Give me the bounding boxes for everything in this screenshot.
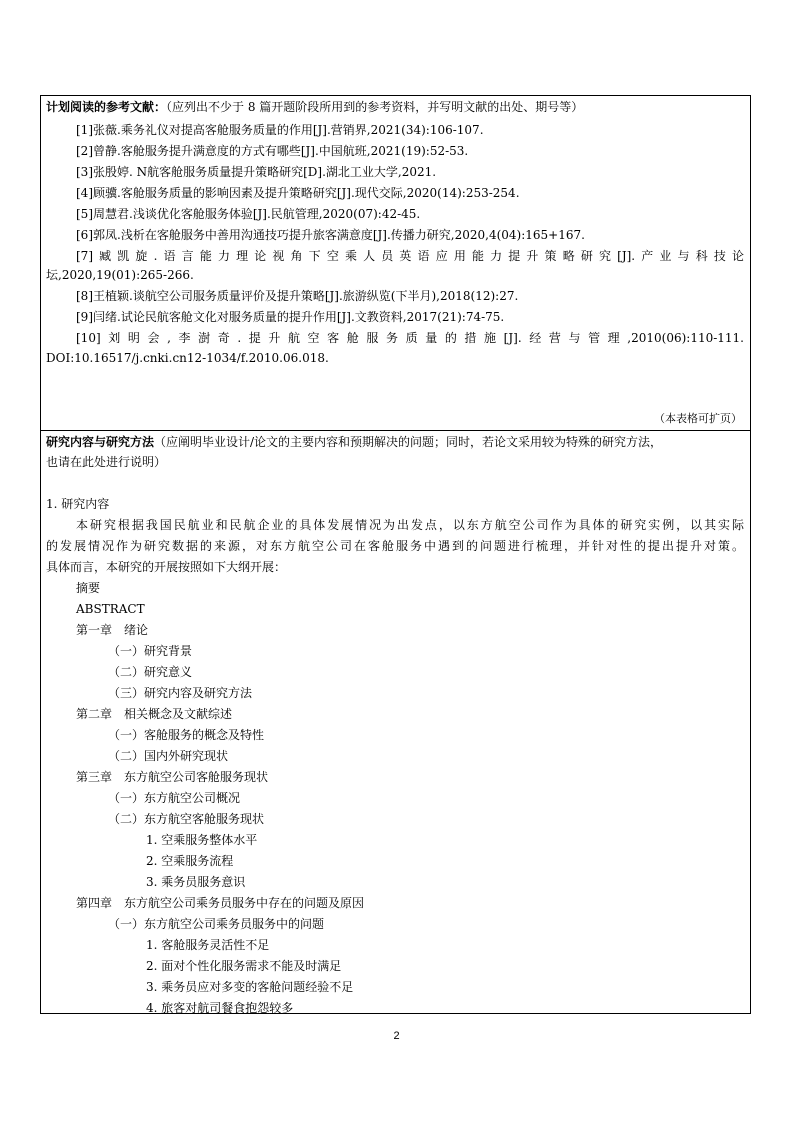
outline-section: （一）客舱服务的概念及特性 <box>108 728 265 742</box>
research-heading: 研究内容与研究方法 <box>46 435 155 449</box>
outline-subitem: 3. 乘务员服务意识 <box>146 875 246 889</box>
outline-chapter: 第二章 相关概念及文献综述 <box>76 707 233 721</box>
outline-subitem: 4. 旅客对航司餐食抱怨较多 <box>146 1001 294 1015</box>
outline-subitem: 2. 空乘服务流程 <box>146 854 234 868</box>
reference-item: [3]张殷婷. N航客舱服务质量提升策略研究[D].湖北工业大学,2021. <box>76 165 437 179</box>
outline-chapter: 第三章 东方航空公司客舱服务现状 <box>76 770 269 784</box>
reference-item: [4]顾骥.客舱服务质量的影响因素及提升策略研究[J].现代交际,2020(14):253-254. <box>76 186 520 200</box>
research-heading-line <box>46 433 662 451</box>
reference-item: [6]郭凤.浅析在客舱服务中善用沟通技巧提升旅客满意度[J].传播力研究,2020,4(04):165+167. <box>76 228 585 242</box>
outline-item: 摘要 <box>76 581 101 595</box>
reference-item-continued: 坛,2020,19(01):265-266. <box>46 268 194 282</box>
outline-section: （一）东方航空公司概况 <box>108 791 241 805</box>
references-heading-line <box>46 98 583 116</box>
outline-subitem: 3. 乘务员应对多变的客舱问题经验不足 <box>146 980 354 994</box>
reference-item: [10]刘明会,李澍奇.提升航空客舱服务质量的措施[J].经营与管理,2010(06):110-111. <box>76 331 744 345</box>
reference-item: [8]王植颖.谈航空公司服务质量评价及提升策略[J].旅游纵览(下半月),2018(12):27. <box>76 289 519 303</box>
outline-chapter: 第一章 绪论 <box>76 623 149 637</box>
outline-section: （二）国内外研究现状 <box>108 749 229 763</box>
reference-item: [5]周慧君.浅谈优化客舱服务体验[J].民航管理,2020(07):42-45. <box>76 207 421 221</box>
outline-section: （二）东方航空客舱服务现状 <box>108 812 265 826</box>
outline-subitem: 2. 面对个性化服务需求不能及时满足 <box>146 959 342 973</box>
outline-subitem: 1. 客舱服务灵活性不足 <box>146 938 270 952</box>
outline-item: ABSTRACT <box>76 602 145 616</box>
page-number: 2 <box>393 1030 400 1042</box>
expand-note: （本表格可扩页） <box>654 412 742 425</box>
paragraph-line: 本研究根据我国民航业和民航企业的具体发展情况为出发点，以东方航空公司作为具体的研究实例，以其实际 <box>76 518 744 532</box>
reference-item-continued: DOI:10.16517/j.cnki.cn12-1034/f.2010.06.018. <box>46 351 329 365</box>
reference-item: [7]臧凯旋.语言能力理论视角下空乘人员英语应用能力提升策略研究[J].产业与科技论 <box>76 249 744 263</box>
outline-section: （一）东方航空公司乘务员服务中的问题 <box>108 917 325 931</box>
reference-item: [1]张薇.乘务礼仪对提高客舱服务质量的作用[J].营销界,2021(34):106-107. <box>76 123 484 137</box>
research-heading-note: （应阐明毕业设计/论文的主要内容和预期解决的问题；同时，若论文采用较为特殊的研究方法， <box>154 435 663 449</box>
reference-item: [2]曾静.客舱服务提升满意度的方式有哪些[J].中国航班,2021(19):52-53. <box>76 144 469 158</box>
research-heading-note-continued: 也请在此处进行说明） <box>46 455 167 469</box>
reference-item: [9]闫绪.试论民航客舱文化对服务质量的提升作用[J].文教资料,2017(21):74-75. <box>76 310 505 324</box>
outline-section: （一）研究背景 <box>108 644 193 658</box>
outline-chapter: 第四章 东方航空公司乘务员服务中存在的问题及原因 <box>76 896 365 910</box>
outline-subitem: 1. 空乘服务整体水平 <box>146 833 258 847</box>
subsection-title: 1. 研究内容 <box>46 497 110 511</box>
outline-section: （三）研究内容及研究方法 <box>108 686 253 700</box>
references-heading: 计划阅读的参考文献： <box>46 100 167 114</box>
references-heading-note: （应列出不少于 8 篇开题阶段所用到的参考资料，并写明文献的出处、期号等） <box>166 100 584 114</box>
paragraph-line: 具体而言，本研究的开展按照如下大纲开展： <box>46 560 287 574</box>
paragraph-line: 的发展情况作为研究数据的来源，对东方航空公司在客舱服务中遇到的问题进行梳理，并针对性的提出提升对策。 <box>46 539 744 553</box>
outline-section: （二）研究意义 <box>108 665 193 679</box>
